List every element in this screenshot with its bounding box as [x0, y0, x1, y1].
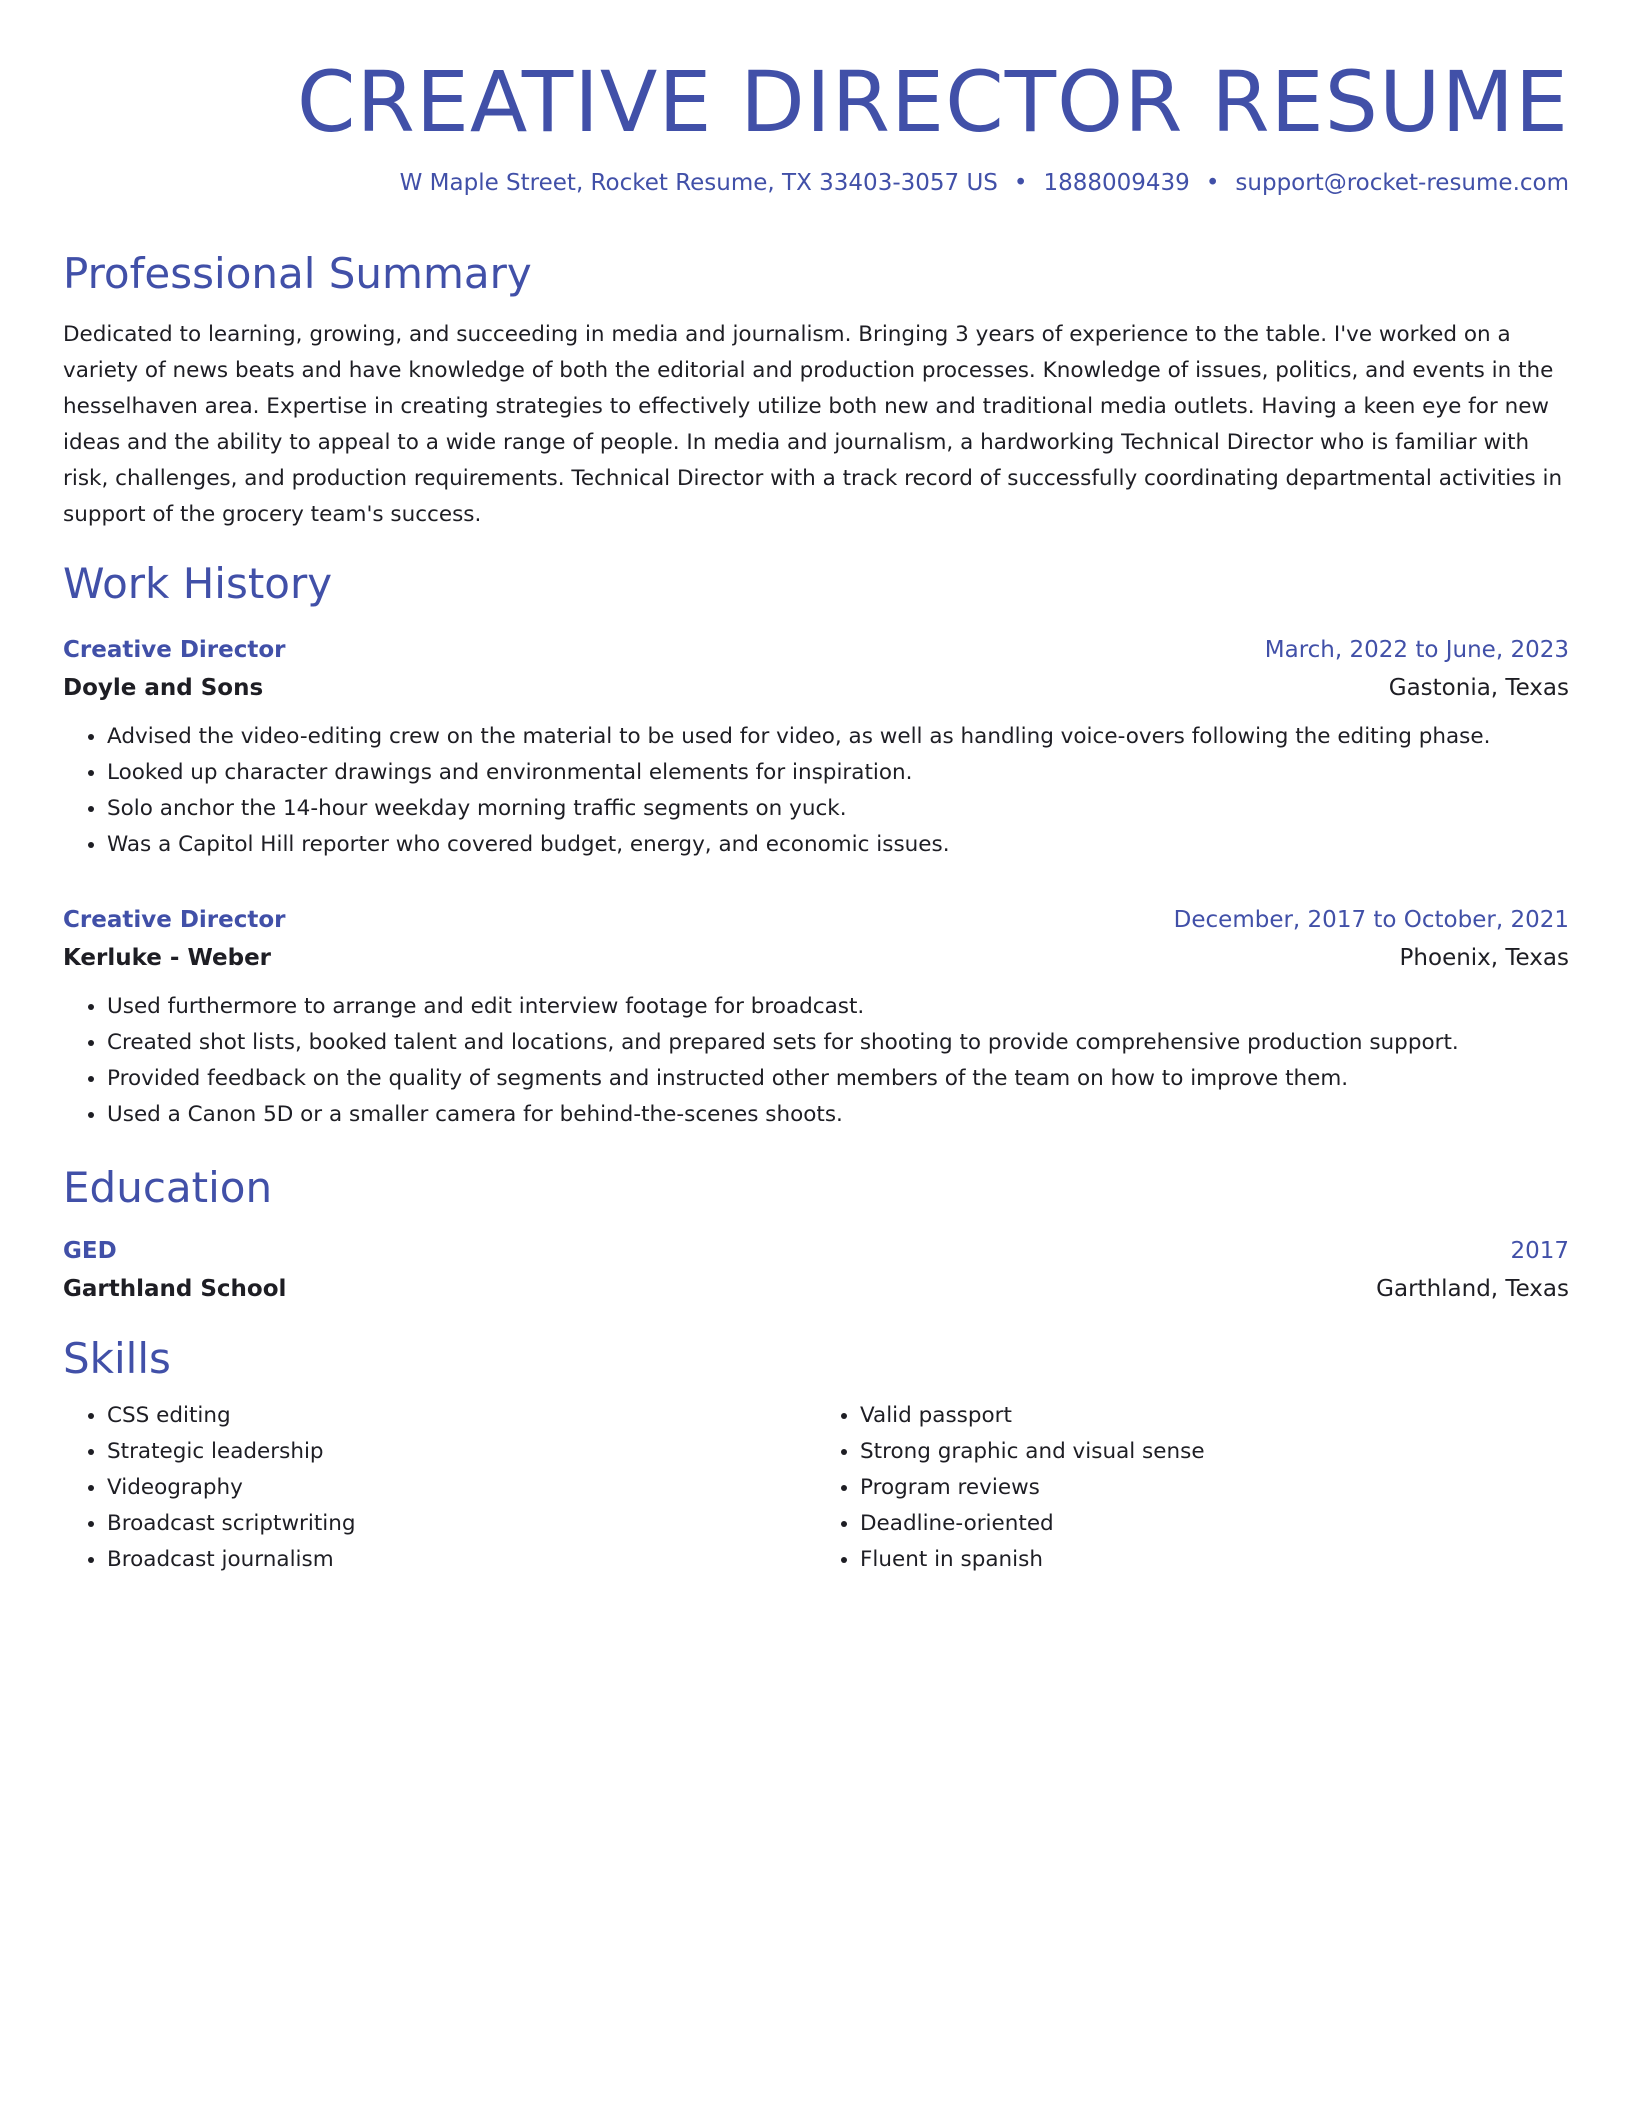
contact-line	[63, 169, 1569, 199]
skill-item: • Broadcast scriptwriting	[107, 1506, 816, 1542]
skill-item: • Broadcast journalism	[107, 1542, 816, 1578]
skills-list-left	[63, 1398, 816, 1578]
education-school-row	[63, 1270, 1569, 1308]
education-location: Garthland, Texas	[1376, 1275, 1569, 1302]
skill-item: • Strategic leadership	[107, 1434, 816, 1470]
education-header-row	[63, 1232, 1569, 1270]
job-bullet: • Advised the video-editing crew on the material to be used for video, as well as handling voice-overs following the editing phase.	[107, 719, 1569, 755]
skill-item: • CSS editing	[107, 1398, 816, 1434]
skill-item: • Valid passport	[860, 1398, 1569, 1434]
education-school: Garthland School	[63, 1275, 287, 1302]
education-year: 2017	[1510, 1237, 1569, 1264]
job-location: Phoenix, Texas	[1399, 945, 1569, 972]
skill-item: • Videography	[107, 1470, 816, 1506]
education-heading: Education	[63, 1163, 273, 1213]
separator-dot: •	[1205, 169, 1220, 196]
job-role: Creative Director	[63, 637, 286, 664]
education-entry	[63, 1232, 1569, 1308]
summary-text: Dedicated to learning, growing, and succeeding in media and journalism. Bringing 3 years of experience to the table. I've worked on a variety of news beats and have knowledge of both the editorial and production processes. Knowledge of issues, politics, and events in the hesselhaven area. Expertise in creating strategies to effectively utilize both new and traditional media outlets. Having a keen eye for new ideas and the ability to appeal to a wide range of people. In media and journalism, a hardworking Technical Director who is familiar with risk, challenges, and production requirements. Technical Director with a track record of successfully coordinating departmental activities in support of the grocery team's success.	[63, 322, 1563, 528]
job-dates: March, 2022 to June, 2023	[1264, 637, 1569, 664]
job-bullet: • Used a Canon 5D or a smaller camera for behind-the-scenes shoots.	[107, 1097, 1569, 1133]
job-bullet: • Solo anchor the 14-hour weekday morning traffic segments on yuck.	[107, 791, 1569, 827]
job-entry	[63, 901, 1569, 1133]
job-bullet: • Used furthermore to arrange and edit interview footage for broadcast.	[107, 989, 1569, 1025]
job-location: Gastonia, Texas	[1388, 675, 1569, 702]
skill-item: • Deadline-oriented	[860, 1506, 1569, 1542]
job-employer: Kerluke - Weber	[63, 945, 272, 972]
skills-columns	[63, 1398, 1569, 1578]
job-bullets	[63, 989, 1569, 1133]
job-role: Creative Director	[63, 907, 286, 934]
job-entry	[63, 631, 1569, 863]
job-bullet: • Created shot lists, booked talent and locations, and prepared sets for shooting to provide comprehensive production support.	[107, 1025, 1569, 1061]
job-bullets	[63, 719, 1569, 863]
resume-title: CREATIVE DIRECTOR RESUME	[296, 53, 1569, 151]
job-dates: December, 2017 to October, 2021	[1173, 907, 1569, 934]
contact-phone: 1888009439	[1043, 169, 1190, 196]
contact-address: W Maple Street, Rocket Resume, TX 33403-3057 US	[399, 169, 998, 196]
skill-item: • Program reviews	[860, 1470, 1569, 1506]
education-degree: GED	[63, 1237, 117, 1264]
job-bullet: • Was a Capitol Hill reporter who covered budget, energy, and economic issues.	[107, 827, 1569, 863]
summary-heading: Professional Summary	[63, 248, 532, 298]
skill-item: • Strong graphic and visual sense	[860, 1434, 1569, 1470]
skill-item: • Fluent in spanish	[860, 1542, 1569, 1578]
skills-list-right	[816, 1398, 1569, 1578]
job-employer: Doyle and Sons	[63, 675, 264, 702]
work-history-heading: Work History	[63, 559, 333, 609]
separator-dot: •	[1013, 169, 1028, 196]
job-employer-row	[63, 669, 1569, 707]
contact-email: support@rocket-resume.com	[1235, 169, 1569, 196]
job-bullet: • Looked up character drawings and environmental elements for inspiration.	[107, 755, 1569, 791]
job-bullet: • Provided feedback on the quality of segments and instructed other members of the team on how to improve them.	[107, 1061, 1569, 1097]
job-header-row	[63, 901, 1569, 939]
job-header-row	[63, 631, 1569, 669]
skills-heading: Skills	[63, 1333, 171, 1383]
job-employer-row	[63, 939, 1569, 977]
